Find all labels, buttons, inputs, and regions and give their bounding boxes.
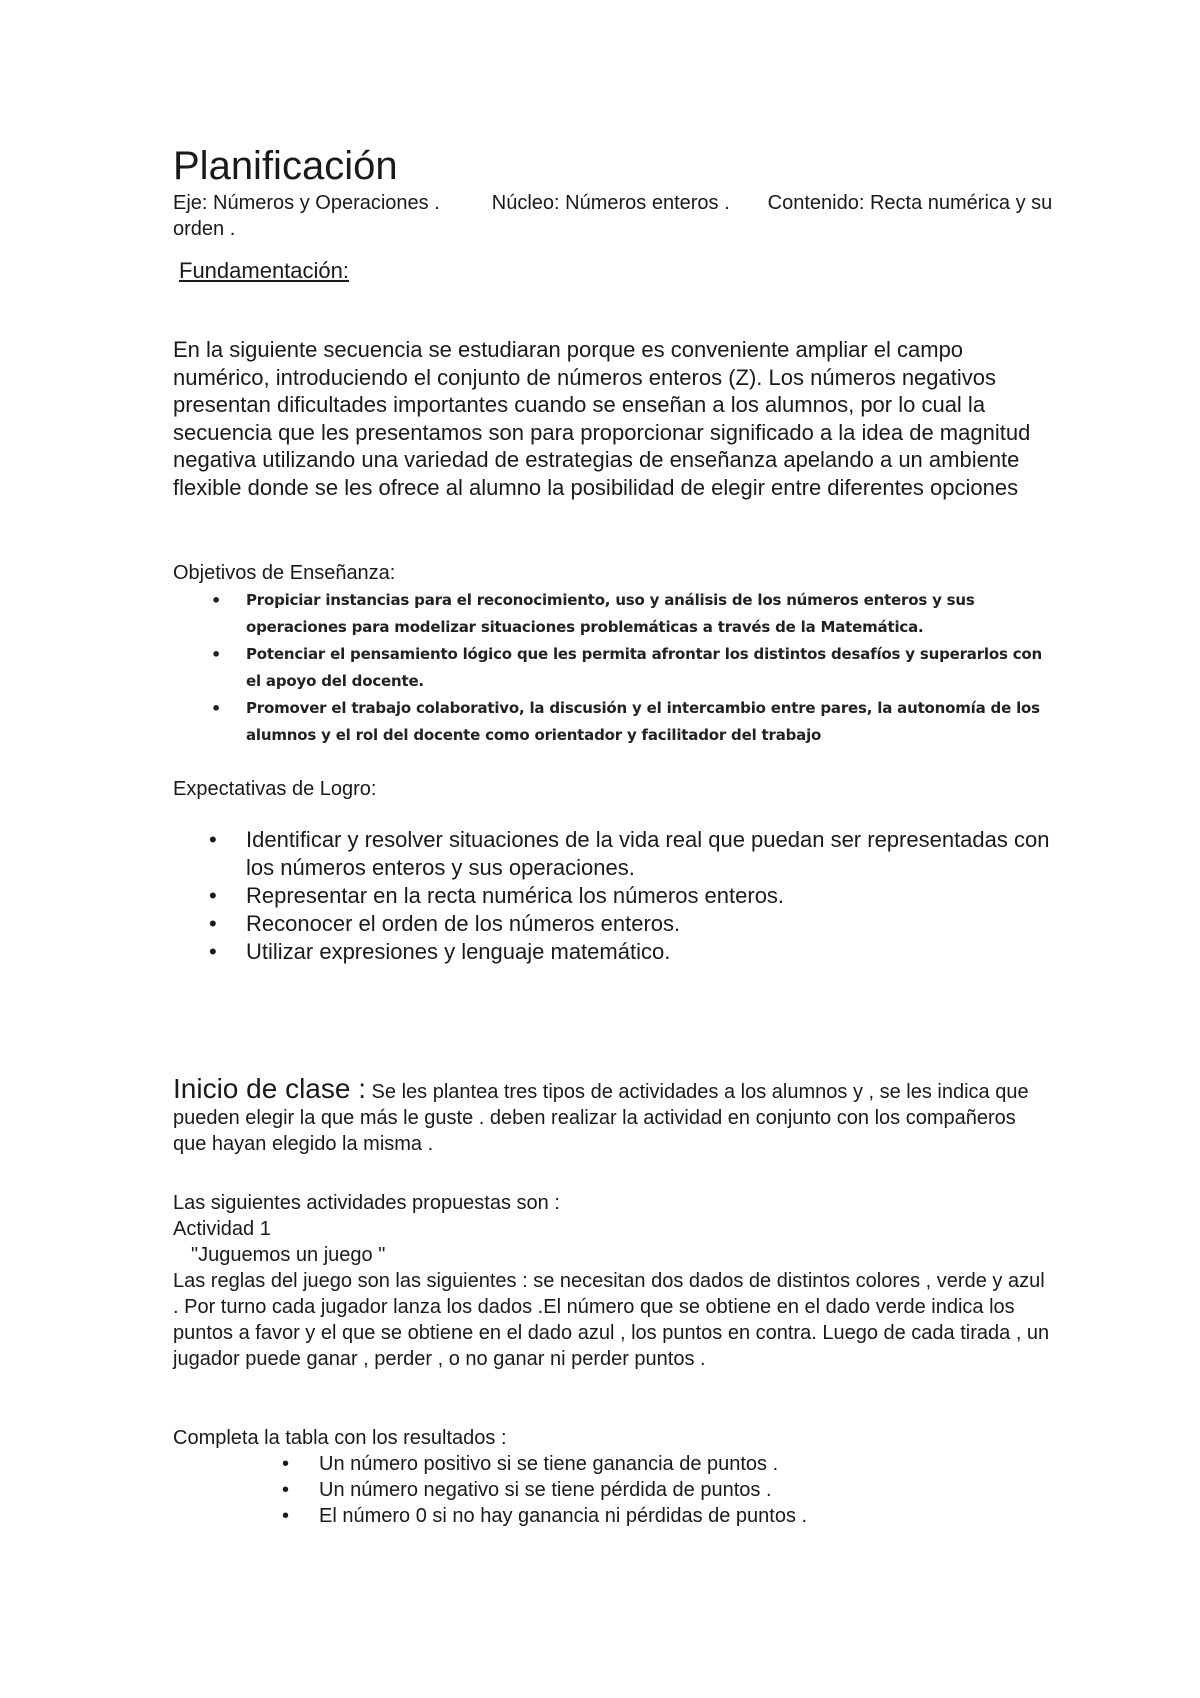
bullet-icon: • (209, 939, 217, 964)
bullet-icon: • (282, 1479, 290, 1501)
list-item: • Reconocer el orden de los números enteros. (209, 911, 681, 936)
tabla-heading: Completa la tabla con los resultados : (173, 1427, 507, 1449)
list-item: • Identificar y resolver situaciones de la vida real que puedan ser representadas con los números enteros y sus operaciones. (209, 827, 1050, 880)
list-item: • El número 0 si no hay ganancia ni pérdidas de puntos . (282, 1505, 808, 1527)
bullet-icon: • (209, 827, 217, 852)
bullet-icon: • (282, 1505, 290, 1527)
tabla-list (173, 1451, 1053, 1529)
actividades-intro: Las siguientes actividades propuestas son : (173, 1192, 560, 1214)
list-item: • Un número negativo si se tiene pérdida de puntos . (282, 1479, 772, 1501)
bullet-icon: • (209, 883, 217, 908)
bullet-icon: • (209, 911, 217, 936)
list-item: • Promover el trabajo colaborativo, la discusión y el intercambio entre pares, la autonomía de los alumnos y el rol del docente como orientador y facilitador del trabajo (173, 695, 1053, 749)
fundamentacion-text: En la siguiente secuencia se estudiaran porque es conveniente ampliar el campo numérico, introduciendo el conjunto de números enteros (Z). Los números negativos presentan dificultades importantes cuando se enseñan a los alumnos, por lo cual la secuencia que les presentamos son para proporcionar significado a la idea de magnitud negativa utilizando una variedad de estrategias de enseñanza apelando a un ambiente flexible donde se les ofrece al alumno la posibilidad de elegir entre diferentes opciones (173, 337, 1031, 500)
contenido-label: Contenido: Recta numérica y su orden . (173, 192, 1053, 240)
actividades-block (173, 1190, 1053, 1268)
list-item: • Potenciar el pensamiento lógico que les permita afrontar los distintos desafíos y superarlos con el apoyo del docente. (173, 641, 1053, 695)
objetivos-heading: Objetivos de Enseñanza: (173, 562, 396, 584)
expectativas-heading: Expectativas de Logro: (173, 778, 377, 800)
bullet-icon: • (211, 699, 222, 718)
objetivos-list (173, 587, 1053, 749)
page-title: Planificación (173, 144, 398, 188)
juego-title: "Juguemos un juego " (191, 1244, 386, 1266)
bullet-icon: • (282, 1453, 290, 1475)
eje-label: Eje: Números y Operaciones . (173, 192, 440, 214)
nucleo-label: Núcleo: Números enteros . (491, 192, 730, 214)
meta-line (173, 190, 1053, 242)
list-item: • Un número positivo si se tiene ganancia de puntos . (282, 1453, 779, 1475)
inicio-paragraph (173, 1073, 1053, 1157)
list-item: • Utilizar expresiones y lenguaje matemático. (209, 939, 671, 964)
list-item: • Representar en la recta numérica los números enteros. (209, 883, 785, 908)
actividad-label: Actividad 1 (173, 1218, 271, 1240)
fundamentacion-heading: Fundamentación: (179, 258, 349, 283)
expectativas-list (173, 826, 1053, 966)
reglas-text: Las reglas del juego son las siguientes : se necesitan dos dados de distintos colores , verde y azul . Por turno cada jugador lanza los dados .El número que se obtiene en el dado verde indica los puntos a favor y el que se obtiene en el dado azul , los puntos en contra. Luego de cada tirada , un jugador puede ganar , perder , o no ganar ni perder puntos . (173, 1270, 1050, 1370)
bullet-icon: • (211, 645, 222, 664)
inicio-heading: Inicio de clase : (173, 1073, 366, 1104)
bullet-icon: • (211, 591, 222, 610)
list-item: • Propiciar instancias para el reconocimiento, uso y análisis de los números enteros y sus operaciones para modelizar situaciones problemáticas a través de la Matemática. (173, 587, 1053, 641)
inicio-text: Se les plantea tres tipos de actividades a los alumnos y , se les indica que pueden elegir la que más le guste . deben realizar la actividad en conjunto con los compañeros que hayan elegido la misma . (173, 1081, 1029, 1155)
